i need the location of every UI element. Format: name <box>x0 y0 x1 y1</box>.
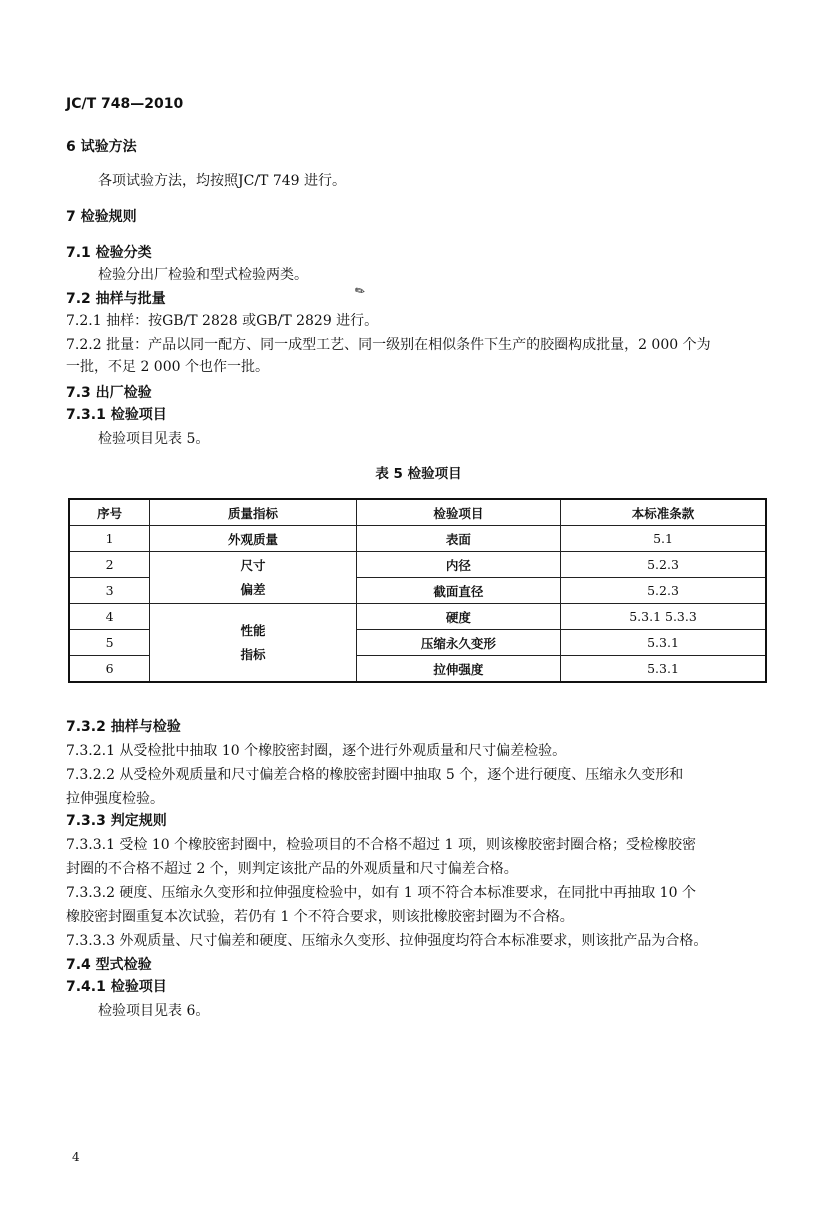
cell-no: 1 <box>69 526 150 552</box>
table-row <box>69 552 766 578</box>
cell-no: 4 <box>69 604 150 630</box>
standard-code: JC/T 748—2010 <box>66 96 184 112</box>
cell-group-performance <box>150 604 356 683</box>
cell-no: 3 <box>69 578 150 604</box>
cell-no: 6 <box>69 656 150 683</box>
section-7-1-heading: 7.1 检验分类 <box>66 245 152 261</box>
cell-item: 截面直径 <box>356 578 560 604</box>
section-7-3-3-3: 7.3.3.3 外观质量、尺寸偏差和硬度、压缩永久变形、拉伸强度均符合本标准要求，则该批产品为合格。 <box>66 933 708 949</box>
section-7-3-heading: 7.3 出厂检验 <box>66 385 152 401</box>
header-cell-clause: 本标准条款 <box>561 499 766 526</box>
cell-clause: 5.3.1 5.3.3 <box>561 604 766 630</box>
section-7-3-3-heading: 7.3.3 判定规则 <box>66 813 167 829</box>
table-row <box>69 604 766 630</box>
table-header-row <box>69 499 766 526</box>
cell-group-line1: 尺寸 <box>240 557 266 573</box>
section-7-4-1-heading: 7.4.1 检验项目 <box>66 979 167 995</box>
table-row <box>69 526 766 552</box>
cell-clause: 5.3.1 <box>561 656 766 683</box>
header-cell-item: 检验项目 <box>356 499 560 526</box>
header-cell-no: 序号 <box>69 499 150 526</box>
cell-item: 表面 <box>356 526 560 552</box>
cell-no: 5 <box>69 630 150 656</box>
cell-group-line2: 指标 <box>240 646 266 662</box>
cell-item: 压缩永久变形 <box>356 630 560 656</box>
section-7-3-2-1: 7.3.2.1 从受检批中抽取 10 个橡胶密封圈，逐个进行外观质量和尺寸偏差检验。 <box>66 743 567 759</box>
section-7-3-1-body: 检验项目见表 5。 <box>98 431 210 447</box>
page-number: 4 <box>72 1150 80 1164</box>
header-cell-quality: 质量指标 <box>150 499 356 526</box>
cell-group-size-deviation <box>150 552 356 604</box>
cell-item: 拉伸强度 <box>356 656 560 683</box>
section-7-3-3-2-line1: 7.3.3.2 硬度、压缩永久变形和拉伸强度检验中，如有 1 项不符合本标准要求，在同批中再抽取 10 个 <box>66 885 696 901</box>
section-6-body: 各项试验方法，均按照JC/T 749 进行。 <box>98 173 347 189</box>
section-7-1-body: 检验分出厂检验和型式检验两类。 <box>98 267 308 283</box>
section-7-4-heading: 7.4 型式检验 <box>66 957 152 973</box>
scan-speck: ✎ <box>352 282 368 300</box>
table-5-caption: 表 5 检验项目 <box>375 466 462 482</box>
cell-clause: 5.2.3 <box>561 552 766 578</box>
cell-item: 内径 <box>356 552 560 578</box>
section-7-3-2-2-line2: 拉伸强度检验。 <box>66 791 164 807</box>
section-7-4-1-body: 检验项目见表 6。 <box>98 1003 210 1019</box>
section-7-3-3-1-line2: 封圈的不合格不超过 2 个，则判定该批产品的外观质量和尺寸偏差合格。 <box>66 861 518 877</box>
section-7-3-3-1-line1: 7.3.3.1 受检 10 个橡胶密封圈中，检验项目的不合格不超过 1 项，则该橡胶密封圈合格；受检橡胶密 <box>66 837 696 853</box>
section-7-2-2-line2: 一批，不足 2 000 个也作一批。 <box>66 359 269 375</box>
cell-clause: 5.1 <box>561 526 766 552</box>
section-7-2-2-line1: 7.2.2 批量：产品以同一配方、同一成型工艺、同一级别在相似条件下生产的胶圈构成批量，2 000 个为 <box>66 337 711 353</box>
cell-group-line1: 性能 <box>240 622 266 638</box>
cell-group: 外观质量 <box>150 526 356 552</box>
section-6-heading: 6 试验方法 <box>66 139 137 155</box>
section-7-3-3-2-line2: 橡胶密封圈重复本次试验，若仍有 1 个不符合要求，则该批橡胶密封圈为不合格。 <box>66 909 574 925</box>
cell-no: 2 <box>69 552 150 578</box>
cell-group-line2: 偏差 <box>240 581 266 597</box>
section-7-3-2-heading: 7.3.2 抽样与检验 <box>66 719 181 735</box>
section-7-2-1: 7.2.1 抽样：按GB/T 2828 或GB/T 2829 进行。 <box>66 313 379 329</box>
section-7-3-2-2-line1: 7.3.2.2 从受检外观质量和尺寸偏差合格的橡胶密封圈中抽取 5 个，逐个进行硬度、压缩永久变形和 <box>66 767 684 783</box>
section-7-2-heading: 7.2 抽样与批量 <box>66 291 166 307</box>
table-5 <box>68 498 767 683</box>
section-7-3-1-heading: 7.3.1 检验项目 <box>66 407 167 423</box>
cell-clause: 5.2.3 <box>561 578 766 604</box>
cell-clause: 5.3.1 <box>561 630 766 656</box>
cell-item: 硬度 <box>356 604 560 630</box>
section-7-heading: 7 检验规则 <box>66 209 137 225</box>
